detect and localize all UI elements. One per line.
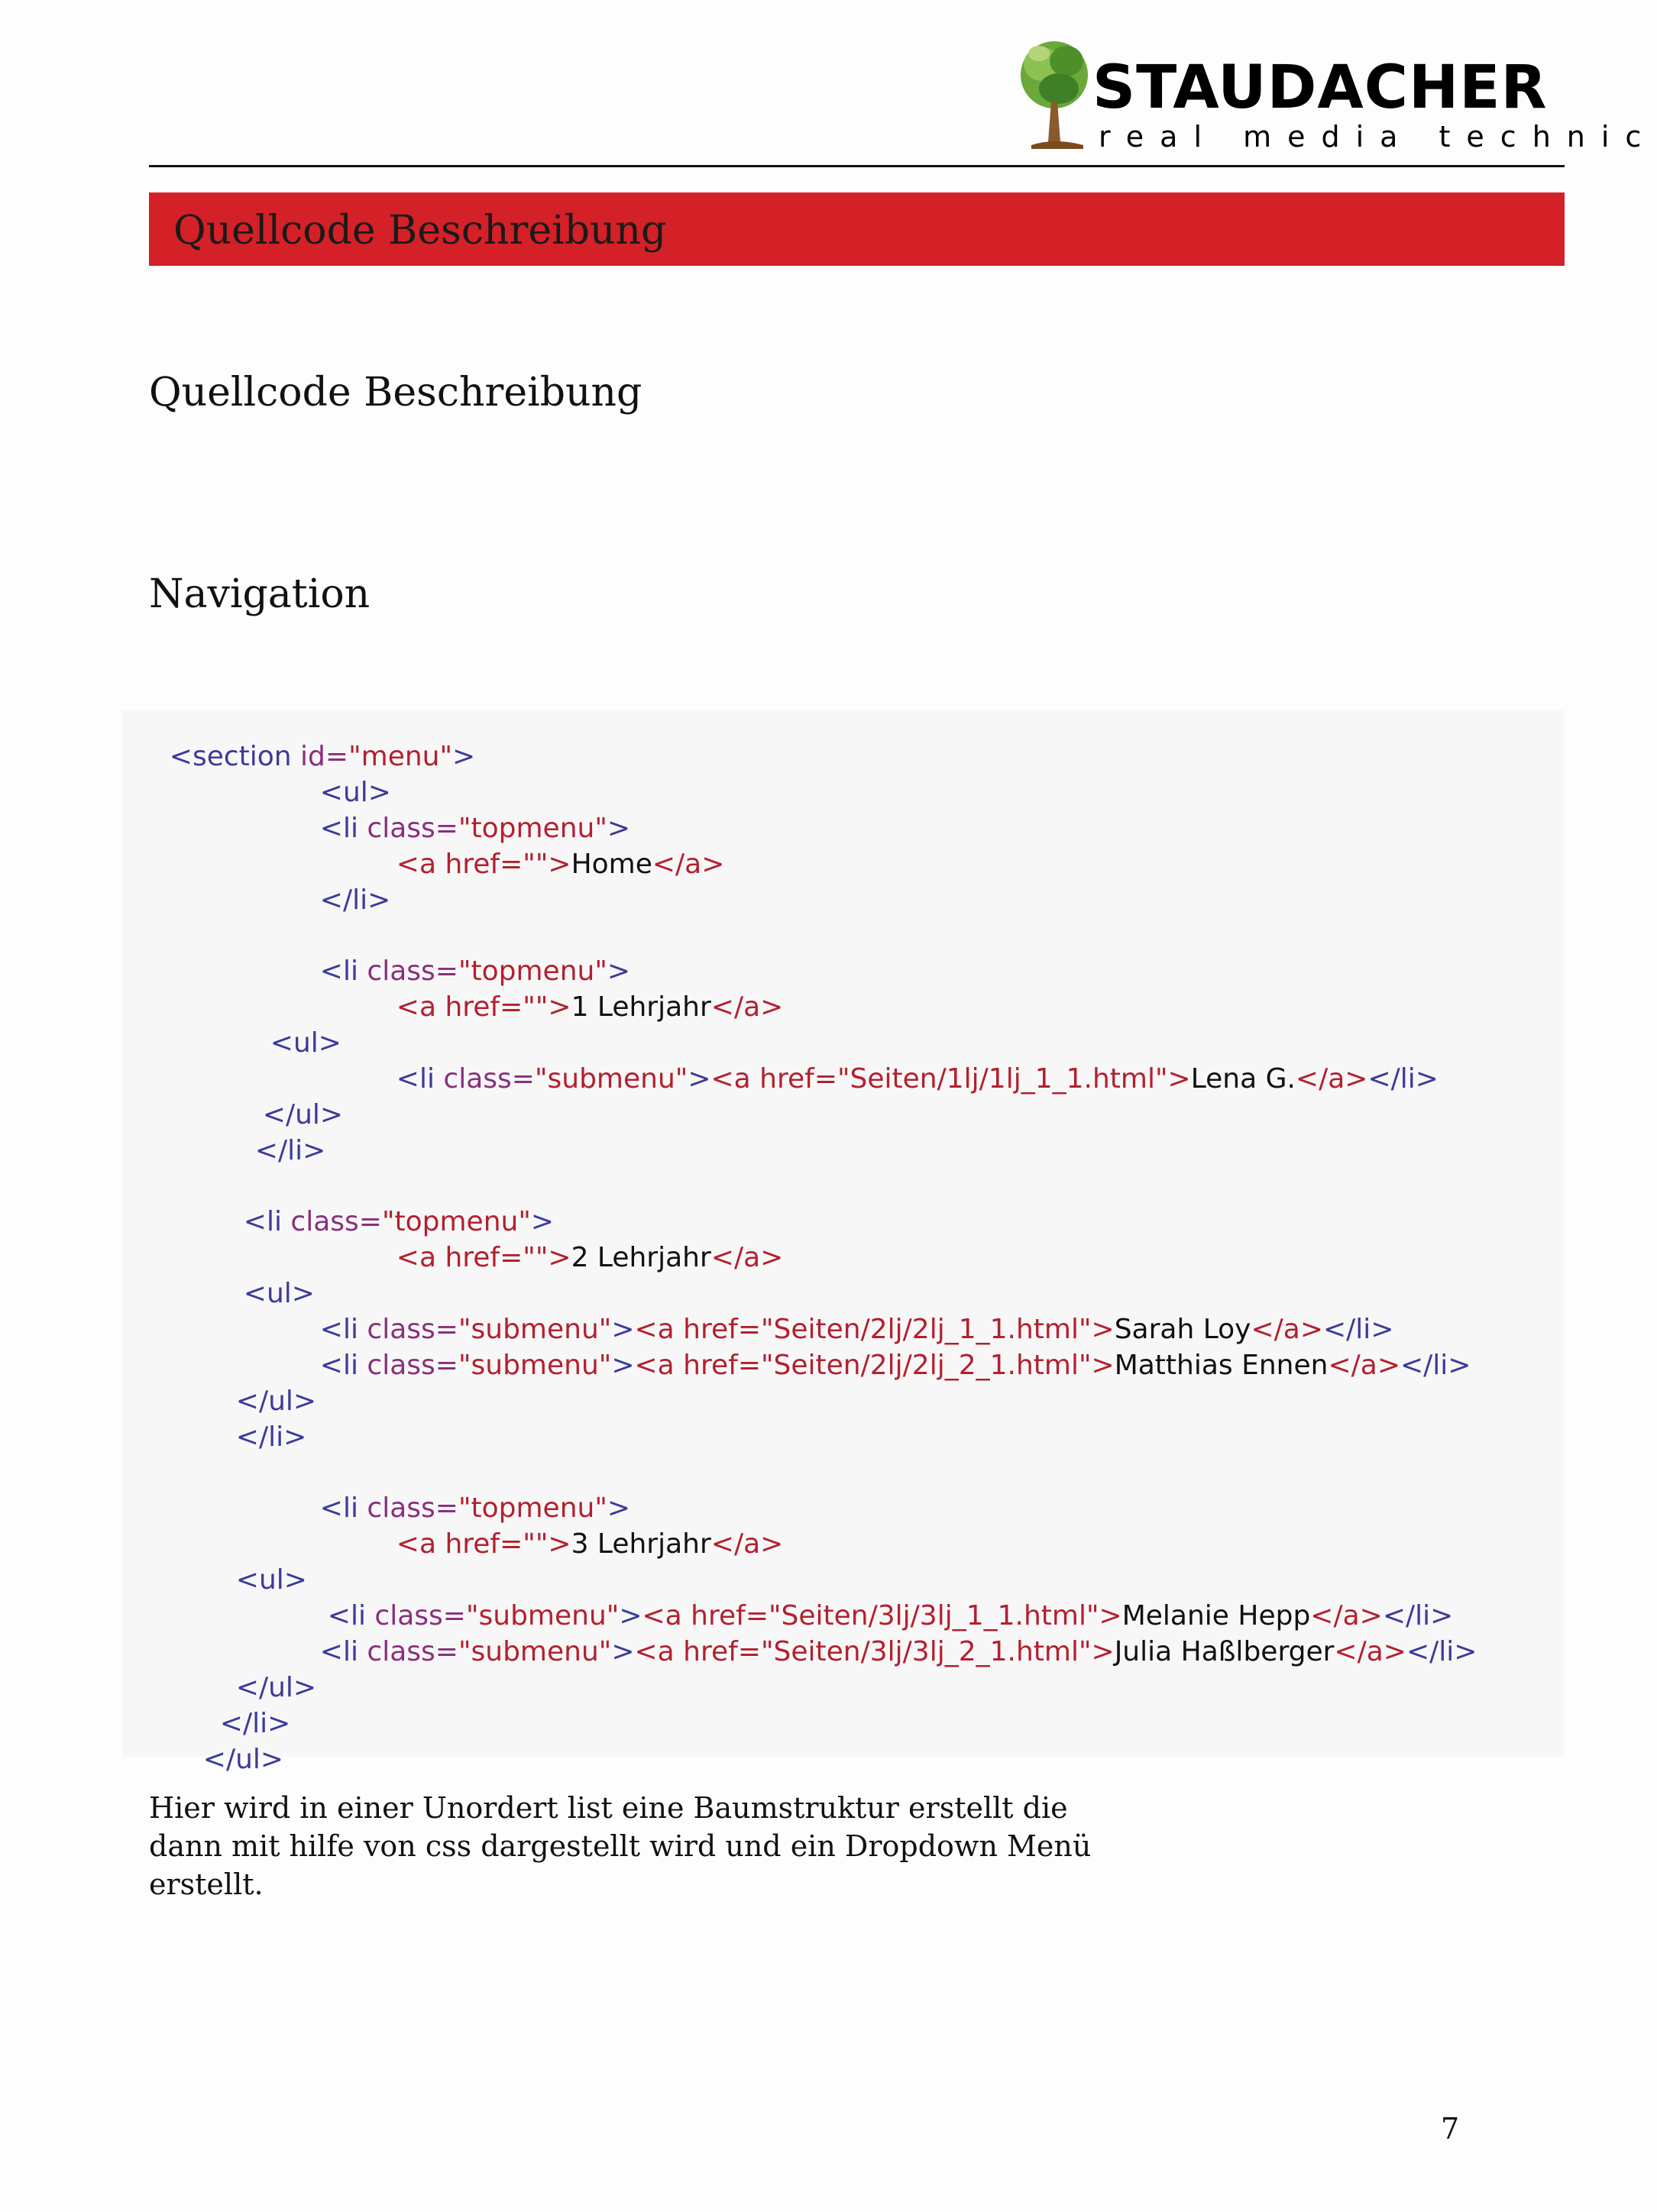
code-line: </li> [219, 1708, 291, 1739]
code-line: <li class="submenu"><a href="Seiten/3lj/3lj_2_1.html">Julia Haßlberger</a></li> [319, 1636, 1477, 1667]
code-line: <li class="submenu"><a href="Seiten/1lj/1lj_1_1.html">Lena G.</a></li> [396, 1063, 1439, 1095]
code-line: <li class="topmenu"> [243, 1206, 555, 1237]
code-line: </li> [319, 884, 391, 916]
logo-name: STAUDACHER [1092, 53, 1548, 122]
code-block [122, 710, 1565, 1775]
code-line: <li class="topmenu"> [319, 1492, 631, 1524]
code-line: <ul> [235, 1564, 307, 1596]
tree-logo-icon [1016, 31, 1092, 153]
company-logo [1016, 31, 1657, 160]
code-line: <section id="menu"> [169, 741, 476, 772]
code-line: </ul> [202, 1744, 284, 1775]
code-line: <a href="">Home</a> [396, 849, 725, 880]
code-line: <ul> [319, 777, 391, 808]
subsection-title: Navigation [149, 571, 371, 617]
code-line: <li class="topmenu"> [319, 813, 631, 844]
banner-title: Quellcode Beschreibung [173, 208, 667, 254]
title-banner [149, 192, 1565, 266]
code-line: </li> [254, 1135, 326, 1166]
description-paragraph: Hier wird in einer Unordert list eine Baumstruktur erstellt die dann mit hilfe von css dargestellt wird und ein Dropdown Menü erstellt. [149, 1791, 1092, 1901]
page-number: 7 [1441, 2112, 1460, 2146]
code-line: <a href="">1 Lehrjahr</a> [396, 991, 784, 1023]
code-line: <ul> [243, 1278, 315, 1309]
code-line: <ul> [270, 1027, 341, 1059]
code-line: </ul> [262, 1099, 344, 1130]
code-line: <li class="submenu"><a href="Seiten/2lj/2lj_2_1.html">Matthias Ennen</a></li> [319, 1350, 1471, 1381]
code-line: </li> [235, 1421, 307, 1453]
code-line: <li class="submenu"><a href="Seiten/3lj/3lj_1_1.html">Melanie Hepp</a></li> [327, 1600, 1454, 1632]
header-divider [149, 165, 1565, 167]
code-line: </ul> [235, 1672, 317, 1703]
logo-tagline: real media technic [1099, 120, 1657, 154]
code-line: <li class="topmenu"> [319, 956, 631, 987]
code-line: <a href="">3 Lehrjahr</a> [396, 1528, 784, 1560]
code-line: </ul> [235, 1386, 317, 1417]
section-title: Quellcode Beschreibung [149, 370, 642, 416]
code-line: <li class="submenu"><a href="Seiten/2lj/2lj_1_1.html">Sarah Loy</a></li> [319, 1314, 1394, 1345]
code-line: <a href="">2 Lehrjahr</a> [396, 1242, 784, 1273]
